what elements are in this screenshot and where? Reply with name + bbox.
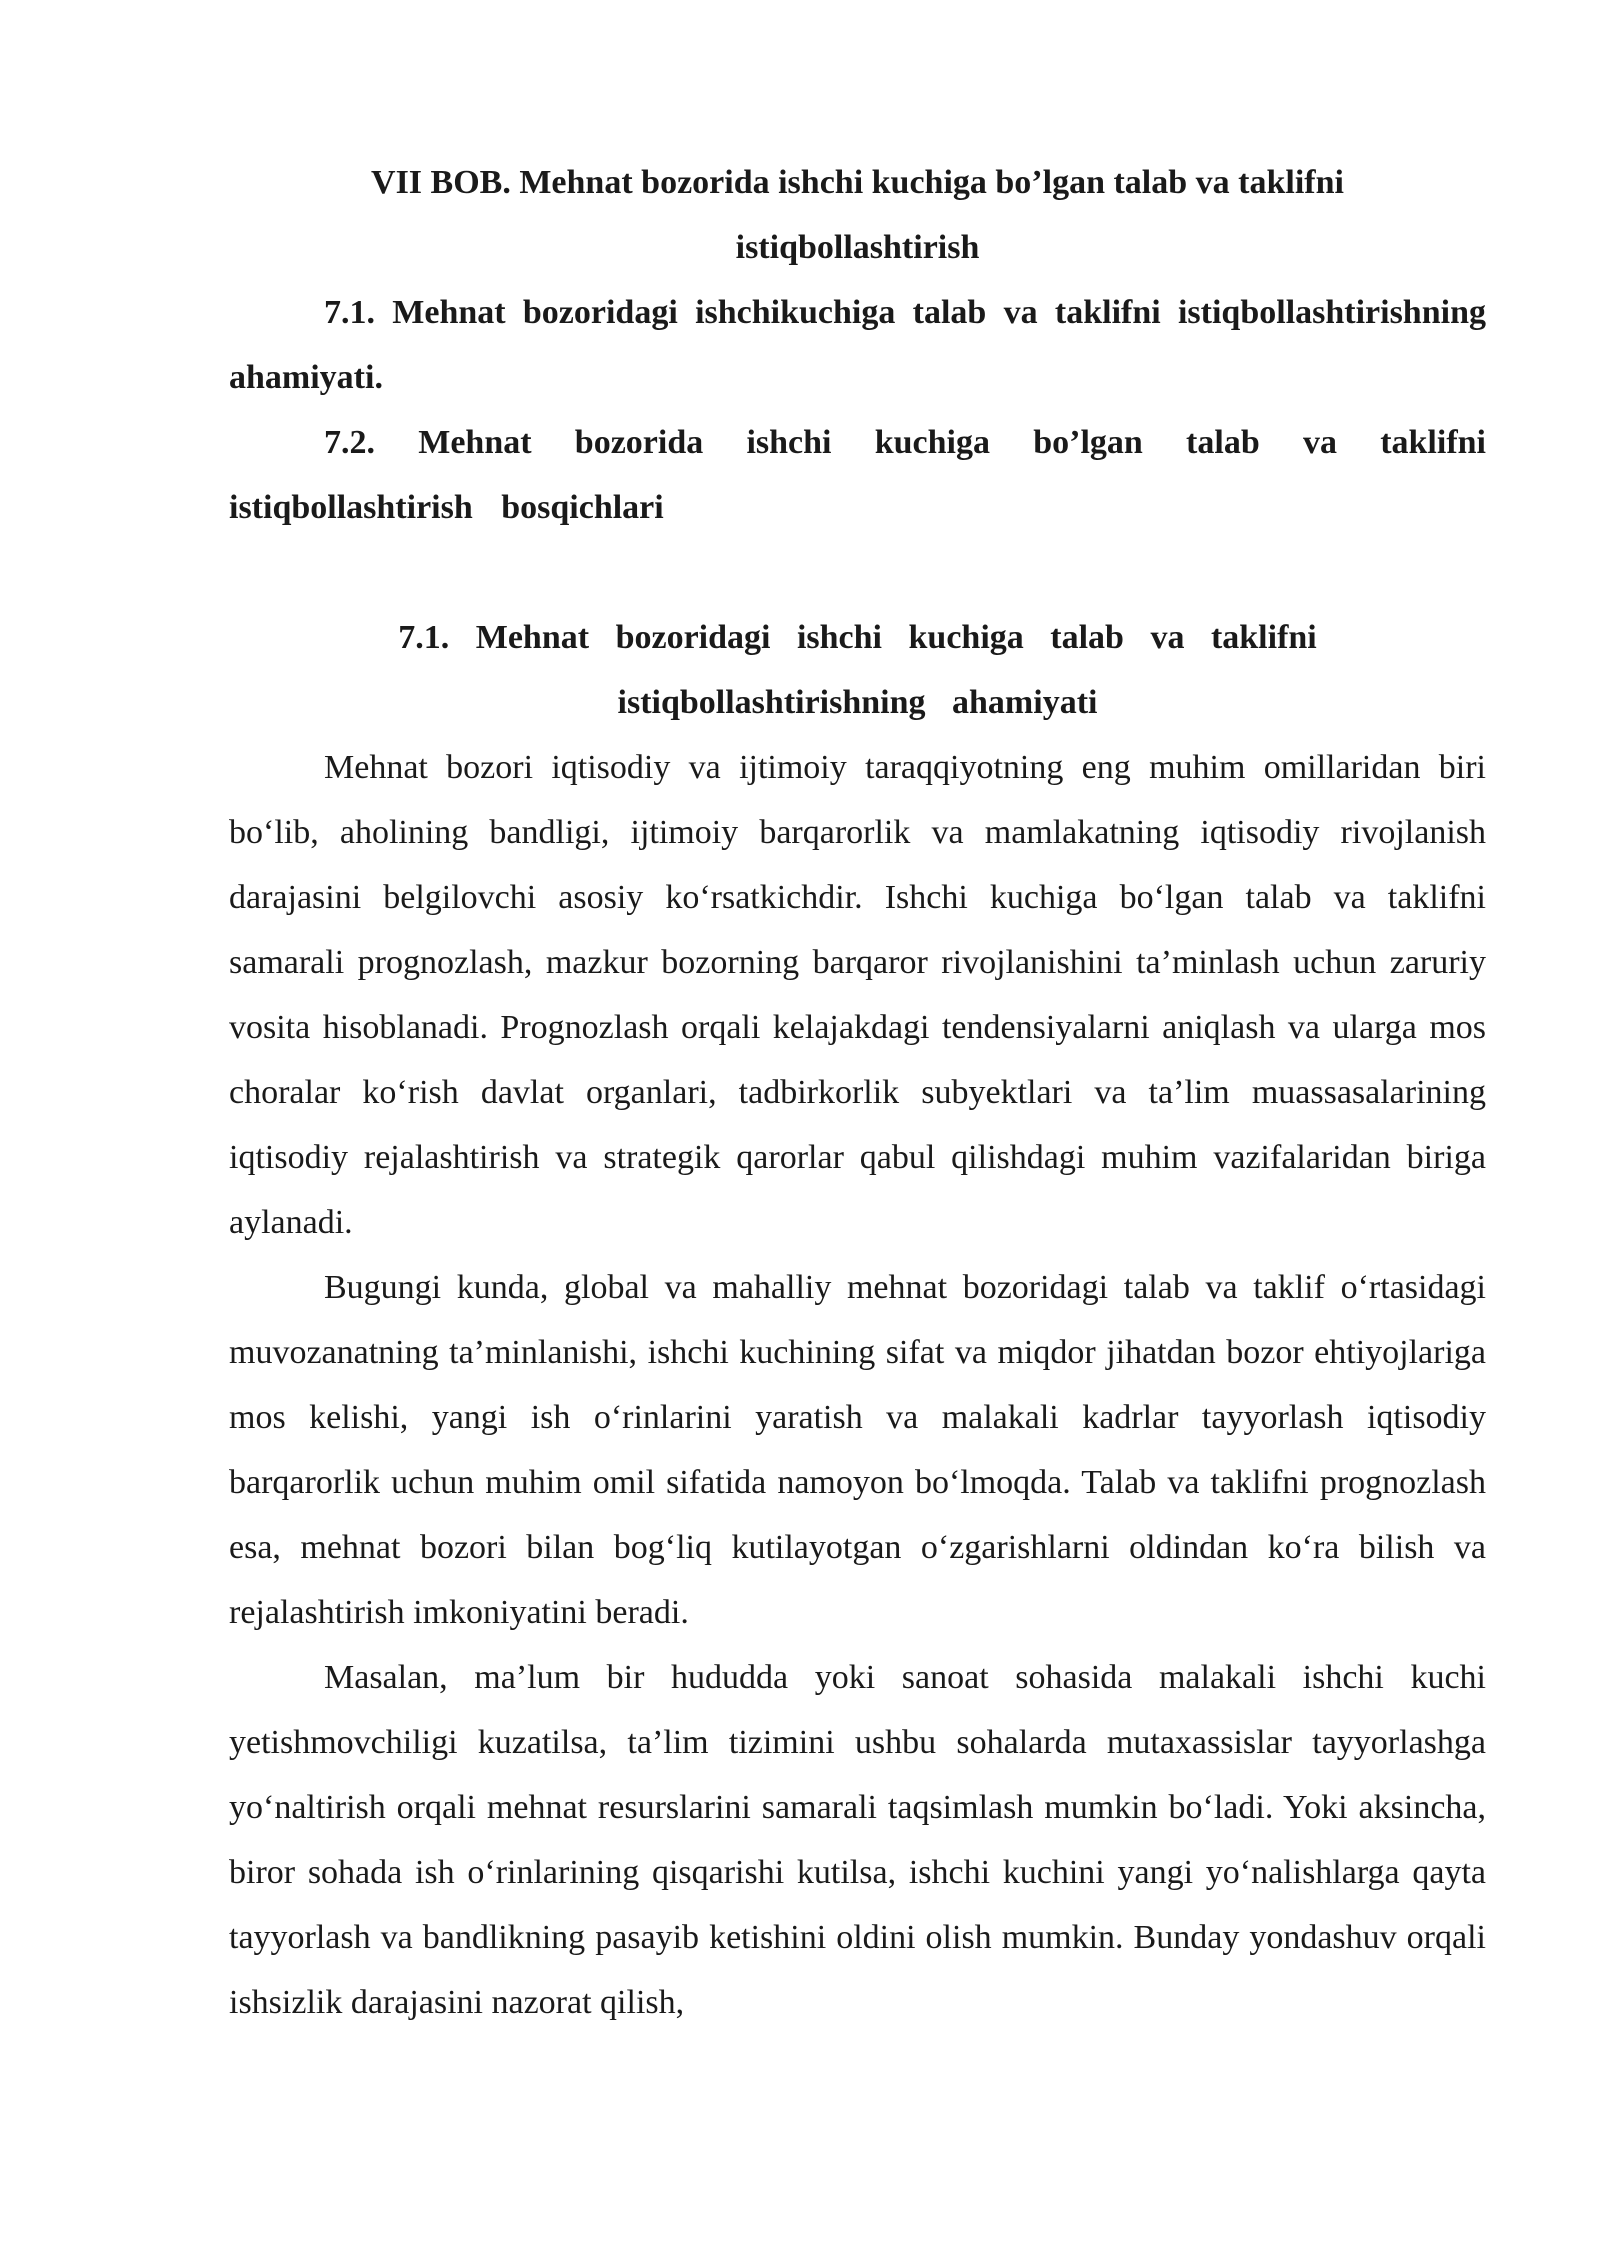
body-paragraph-2: Bugungi kunda, global va mahalliy mehnat bozoridagi talab va taklif o‘rtasidagi muvozanatning ta’minlanishi, ishchi kuchining sifat va miqdor jihatdan bozor ehtiyojlariga mos kelishi, yangi ish o‘rinlarini yaratish va malakali kadrlar tayyorlash iqtisodiy barqarorlik uchun muhim omil sifatida namoyon bo‘lmoqda. Talab va taklifni prognozlash esa, mehnat bozori bilan bog‘liq kutilayotgan o‘zgarishlarni oldindan ko‘ra bilish va rejalashtirish imkoniyatini beradi. xyxy=(229,1269,1486,1631)
body-paragraph-3: Masalan, ma’lum bir hududda yoki sanoat sohasida malakali ishchi kuchi yetishmovchiligi kuzatilsa, ta’lim tizimini ushbu sohalarda mutaxassislar tayyorlashga yo‘naltirish orqali mehnat resurslarini samarali taqsimlash mumkin bo‘ladi. Yoki aksincha, biror sohada ish o‘rinlarining qisqarishi kutilsa, ishchi kuchini yangi yo‘nalishlarga qayta tayyorlash va bandlikning pasayib ketishini oldini olish mumkin. Bunday yondashuv orqali ishsizlik darajasini nazorat qilish, xyxy=(229,1659,1486,2021)
chapter-title: VII BOB. Mehnat bozorida ishchi kuchiga bo’lgan talab va taklifni istiqbollashtirish xyxy=(371,164,1344,266)
section-heading: 7.1. Mehnat bozoridagi ishchi kuchiga talab va taklifni istiqbollashtirishning ahamiyati xyxy=(398,619,1317,721)
body-paragraph-1: Mehnat bozori iqtisodiy va ijtimoiy taraqqiyotning eng muhim omillaridan biri bo‘lib, aholining bandligi, ijtimoiy barqarorlik va mamlakatning iqtisodiy rivojlanish darajasini belgilovchi asosiy ko‘rsatkichdir. Ishchi kuchiga bo‘lgan talab va taklifni samarali prognozlash, mazkur bozorning barqaror rivojlanishini ta’minlash uchun zaruriy vosita hisoblanadi. Prognozlash orqali kelajakdagi tendensiyalarni aniqlash va ularga mos choralar ko‘rish davlat organlari, tadbirkorlik subyektlari va ta’lim muassasalarining iqtisodiy rejalashtirish va strategik qarorlar qabul qilishdagi muhim vazifalaridan biriga aylanadi. xyxy=(229,749,1486,1241)
page-content xyxy=(229,150,1486,2035)
toc-item-7-2: 7.2. Mehnat bozorida ishchi kuchiga bo’lgan talab va taklifni istiqbollashtirish bosqichlari xyxy=(229,424,1486,526)
toc-item-7-1: 7.1. Mehnat bozoridagi ishchikuchiga talab va taklifni istiqbollashtirishning ahamiyati. xyxy=(229,294,1486,396)
section-spacer xyxy=(229,540,1486,605)
